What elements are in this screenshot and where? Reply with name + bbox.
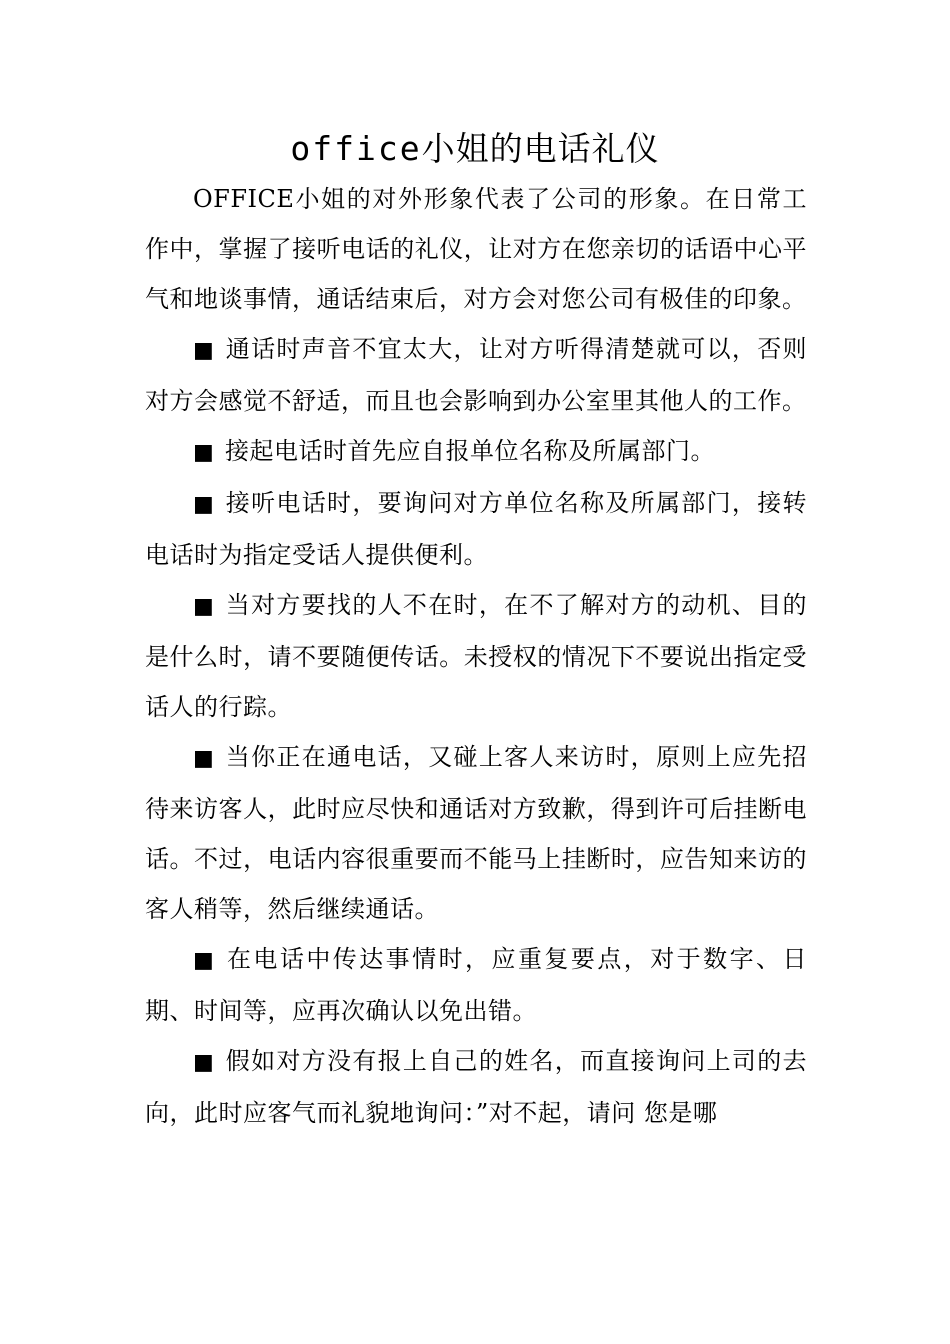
bullet-text: 当你正在通电话，又碰上客人来访时，原则上应先招待来访客人，此时应尽快和通话对方致歉，得到许可后挂断电话。不过，电话内容很重要而不能马上挂断时，应告知来访的客人稍等，然后继续通话。 (145, 743, 807, 923)
bullet-square-icon: ■ (193, 440, 215, 465)
bullet-paragraph (145, 1036, 807, 1138)
bullet-paragraph (145, 732, 807, 934)
bullet-square-icon: ■ (193, 948, 215, 973)
bullet-paragraph (145, 478, 807, 580)
bullet-text: 当对方要找的人不在时，在不了解对方的动机、目的是什么时，请不要随便传话。未授权的情况下不要说出指定受话人的行踪。 (145, 591, 807, 721)
bullet-text: 通话时声音不宜太大，让对方听得清楚就可以，否则对方会感觉不舒适，而且也会影响到办公室里其他人的工作。 (145, 335, 807, 415)
bullet-text: 接起电话时首先应自报单位名称及所属部门。 (225, 437, 715, 465)
bullet-square-icon: ■ (193, 1050, 215, 1075)
intro-paragraph: OFFICE小姐的对外形象代表了公司的形象。在日常工作中，掌握了接听电话的礼仪，让对方在您亲切的话语中心平气和地谈事情，通话结束后，对方会对您公司有极佳的印象。 (145, 185, 807, 313)
bullet-text: 假如对方没有报上自己的姓名，而直接询问上司的去向，此时应客气而礼貌地询问：”对不起，请问 您是哪 (145, 1047, 807, 1127)
bullet-square-icon: ■ (193, 746, 215, 771)
bullet-paragraph (145, 426, 807, 478)
bullet-square-icon: ■ (193, 492, 215, 517)
bullet-paragraph (145, 324, 807, 426)
document-title (0, 124, 950, 174)
title-cjk: 小姐的电话礼仪 (421, 129, 660, 168)
title-latin: office (290, 129, 422, 168)
bullet-paragraph (145, 934, 807, 1036)
document-body (145, 174, 807, 1138)
bullet-paragraph (145, 580, 807, 732)
bullet-text: 在电话中传达事情时，应重复要点，对于数字、日期、时间等，应再次确认以免出错。 (145, 945, 807, 1025)
bullet-text: 接听电话时，要询问对方单位名称及所属部门，接转电话时为指定受话人提供便利。 (145, 489, 807, 569)
bullet-square-icon: ■ (193, 338, 215, 363)
bullet-square-icon: ■ (193, 594, 215, 619)
